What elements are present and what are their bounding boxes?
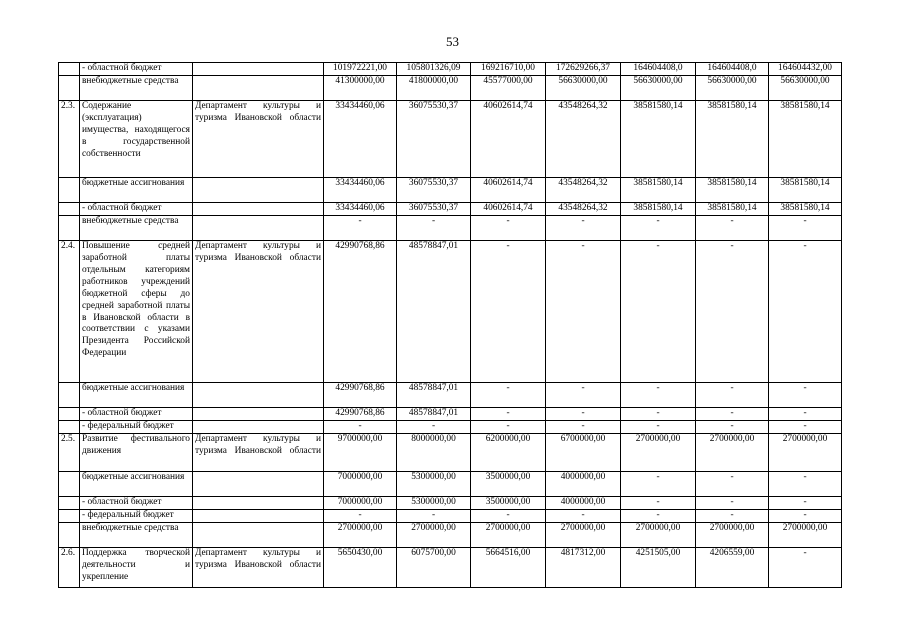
- row-name-cell: внебюджетные средства: [80, 215, 193, 240]
- value-cell-7: -: [769, 496, 842, 509]
- value-cell-3: 169216710,00: [471, 63, 546, 76]
- value-cell-6: 38581580,14: [696, 177, 769, 202]
- row-index-cell: [59, 215, 80, 240]
- value-cell-7: -: [769, 382, 842, 407]
- row-executor-cell: [193, 407, 324, 420]
- row-executor-cell: [193, 202, 324, 215]
- row-executor-cell: [193, 496, 324, 509]
- table-row: [59, 407, 842, 420]
- value-cell-6: 2700000,00: [696, 522, 769, 547]
- value-cell-2: 2700000,00: [397, 522, 471, 547]
- row-name-cell: бюджетные ассигнования: [80, 382, 193, 407]
- table-row: [59, 202, 842, 215]
- value-cell-7: 2700000,00: [769, 522, 842, 547]
- value-cell-6: -: [696, 215, 769, 240]
- value-cell-6: 56630000,00: [696, 75, 769, 100]
- row-executor-cell: [193, 75, 324, 100]
- row-name-cell: бюджетные ассигнования: [80, 471, 193, 496]
- row-name-cell: - областной бюджет: [80, 407, 193, 420]
- row-name-cell: Поддержка творческой деятельности и укрепление: [80, 547, 193, 587]
- value-cell-1: 7000000,00: [324, 471, 397, 496]
- value-cell-7: 56630000,00: [769, 75, 842, 100]
- value-cell-1: 2700000,00: [324, 522, 397, 547]
- table-row: [59, 177, 842, 202]
- value-cell-6: -: [696, 509, 769, 522]
- value-cell-6: 38581580,14: [696, 100, 769, 177]
- value-cell-5: -: [621, 240, 696, 382]
- table-row: [59, 471, 842, 496]
- value-cell-1: 101972221,00: [324, 63, 397, 76]
- value-cell-1: 5650430,00: [324, 547, 397, 587]
- row-name-cell: Повышение средней заработной платы отдельным категориям работников учреждений бюджетной сферы до средней заработной платы в Ивановской области в соответствии с указами Президента Российской Федерации: [80, 240, 193, 382]
- value-cell-4: 6700000,00: [546, 433, 621, 471]
- value-cell-6: -: [696, 407, 769, 420]
- value-cell-4: 56630000,00: [546, 75, 621, 100]
- value-cell-5: -: [621, 509, 696, 522]
- value-cell-4: 172629266,37: [546, 63, 621, 76]
- value-cell-3: 6200000,00: [471, 433, 546, 471]
- value-cell-5: 2700000,00: [621, 522, 696, 547]
- value-cell-5: 4251505,00: [621, 547, 696, 587]
- row-name-cell: - областной бюджет: [80, 202, 193, 215]
- value-cell-7: 38581580,14: [769, 100, 842, 177]
- value-cell-5: -: [621, 471, 696, 496]
- table-row: [59, 215, 842, 240]
- value-cell-7: -: [769, 509, 842, 522]
- value-cell-4: 43548264,32: [546, 100, 621, 177]
- value-cell-6: -: [696, 496, 769, 509]
- value-cell-7: 164604432,00: [769, 63, 842, 76]
- row-name-cell: - областной бюджет: [80, 496, 193, 509]
- value-cell-4: 4000000,00: [546, 471, 621, 496]
- value-cell-7: -: [769, 407, 842, 420]
- value-cell-2: 6075700,00: [397, 547, 471, 587]
- value-cell-7: 2700000,00: [769, 433, 842, 471]
- value-cell-4: 43548264,32: [546, 177, 621, 202]
- row-index-cell: [59, 202, 80, 215]
- page-number: 53: [446, 34, 459, 49]
- table-row: [59, 547, 842, 587]
- value-cell-3: 5664516,00: [471, 547, 546, 587]
- row-name-cell: Содержание (эксплуатация) имущества, находящегося в государственной собственности: [80, 100, 193, 177]
- value-cell-1: 9700000,00: [324, 433, 397, 471]
- row-name-cell: - федеральный бюджет: [80, 509, 193, 522]
- value-cell-2: 8000000,00: [397, 433, 471, 471]
- value-cell-6: -: [696, 240, 769, 382]
- value-cell-2: 41800000,00: [397, 75, 471, 100]
- value-cell-6: 4206559,00: [696, 547, 769, 587]
- value-cell-6: 2700000,00: [696, 433, 769, 471]
- value-cell-1: 42990768,86: [324, 407, 397, 420]
- value-cell-3: 45577000,00: [471, 75, 546, 100]
- table-row: [59, 382, 842, 407]
- value-cell-2: 36075530,37: [397, 202, 471, 215]
- value-cell-1: -: [324, 215, 397, 240]
- value-cell-3: 40602614,74: [471, 202, 546, 215]
- value-cell-1: 33434460,06: [324, 202, 397, 215]
- value-cell-5: 2700000,00: [621, 433, 696, 471]
- row-index-cell: 2.4.: [59, 240, 80, 382]
- row-name-cell: бюджетные ассигнования: [80, 177, 193, 202]
- row-name-cell: внебюджетные средства: [80, 522, 193, 547]
- row-index-cell: [59, 75, 80, 100]
- value-cell-1: 42990768,86: [324, 240, 397, 382]
- value-cell-2: 48578847,01: [397, 407, 471, 420]
- budget-table: [58, 62, 842, 588]
- value-cell-4: 4817312,00: [546, 547, 621, 587]
- value-cell-4: 4000000,00: [546, 496, 621, 509]
- value-cell-2: 5300000,00: [397, 471, 471, 496]
- value-cell-3: -: [471, 215, 546, 240]
- value-cell-3: 2700000,00: [471, 522, 546, 547]
- value-cell-5: 38581580,14: [621, 202, 696, 215]
- row-executor-cell: [193, 509, 324, 522]
- table-row: [59, 63, 842, 76]
- value-cell-5: -: [621, 407, 696, 420]
- value-cell-4: -: [546, 509, 621, 522]
- row-index-cell: [59, 509, 80, 522]
- row-index-cell: [59, 420, 80, 433]
- value-cell-5: 56630000,00: [621, 75, 696, 100]
- value-cell-4: -: [546, 240, 621, 382]
- row-name-cell: внебюджетные средства: [80, 75, 193, 100]
- row-index-cell: [59, 63, 80, 76]
- row-executor-cell: Департамент культуры и туризма Ивановской области: [193, 547, 324, 587]
- value-cell-5: -: [621, 382, 696, 407]
- value-cell-1: 33434460,06: [324, 100, 397, 177]
- value-cell-2: 36075530,37: [397, 177, 471, 202]
- value-cell-5: -: [621, 215, 696, 240]
- value-cell-6: -: [696, 420, 769, 433]
- value-cell-7: 38581580,14: [769, 202, 842, 215]
- row-index-cell: [59, 522, 80, 547]
- value-cell-7: -: [769, 215, 842, 240]
- value-cell-6: -: [696, 382, 769, 407]
- row-index-cell: 2.5.: [59, 433, 80, 471]
- row-index-cell: [59, 177, 80, 202]
- value-cell-6: -: [696, 471, 769, 496]
- value-cell-7: -: [769, 471, 842, 496]
- value-cell-4: 43548264,32: [546, 202, 621, 215]
- table-row: [59, 522, 842, 547]
- value-cell-2: 48578847,01: [397, 240, 471, 382]
- value-cell-5: 38581580,14: [621, 177, 696, 202]
- value-cell-1: 42990768,86: [324, 382, 397, 407]
- value-cell-3: -: [471, 382, 546, 407]
- row-executor-cell: [193, 522, 324, 547]
- value-cell-6: 38581580,14: [696, 202, 769, 215]
- value-cell-4: -: [546, 420, 621, 433]
- value-cell-2: 48578847,01: [397, 382, 471, 407]
- value-cell-7: -: [769, 547, 842, 587]
- row-name-cell: - федеральный бюджет: [80, 420, 193, 433]
- row-executor-cell: [193, 63, 324, 76]
- table-row: [59, 240, 842, 382]
- table-row: [59, 509, 842, 522]
- row-executor-cell: [193, 420, 324, 433]
- row-executor-cell: [193, 215, 324, 240]
- value-cell-7: 38581580,14: [769, 177, 842, 202]
- row-executor-cell: [193, 471, 324, 496]
- value-cell-1: 33434460,06: [324, 177, 397, 202]
- value-cell-5: -: [621, 420, 696, 433]
- value-cell-3: 3500000,00: [471, 496, 546, 509]
- row-index-cell: [59, 407, 80, 420]
- row-executor-cell: Департамент культуры и туризма Ивановской области: [193, 240, 324, 382]
- value-cell-4: 2700000,00: [546, 522, 621, 547]
- value-cell-1: -: [324, 420, 397, 433]
- value-cell-3: 40602614,74: [471, 100, 546, 177]
- table-row: [59, 100, 842, 177]
- row-index-cell: [59, 496, 80, 509]
- table-row: [59, 75, 842, 100]
- table-row: [59, 433, 842, 471]
- value-cell-1: -: [324, 509, 397, 522]
- value-cell-2: -: [397, 420, 471, 433]
- value-cell-7: -: [769, 420, 842, 433]
- value-cell-3: -: [471, 240, 546, 382]
- value-cell-6: 164604408,0: [696, 63, 769, 76]
- value-cell-2: 5300000,00: [397, 496, 471, 509]
- row-executor-cell: [193, 177, 324, 202]
- row-index-cell: [59, 471, 80, 496]
- value-cell-1: 7000000,00: [324, 496, 397, 509]
- value-cell-4: -: [546, 382, 621, 407]
- value-cell-3: -: [471, 420, 546, 433]
- value-cell-2: 105801326,09: [397, 63, 471, 76]
- value-cell-7: -: [769, 240, 842, 382]
- table-row: [59, 420, 842, 433]
- row-executor-cell: Департамент культуры и туризма Ивановской области: [193, 433, 324, 471]
- value-cell-1: 41300000,00: [324, 75, 397, 100]
- row-index-cell: [59, 382, 80, 407]
- row-name-cell: Развитие фестивального движения: [80, 433, 193, 471]
- value-cell-3: -: [471, 407, 546, 420]
- value-cell-5: 164604408,0: [621, 63, 696, 76]
- value-cell-5: -: [621, 496, 696, 509]
- value-cell-2: 36075530,37: [397, 100, 471, 177]
- row-index-cell: 2.6.: [59, 547, 80, 587]
- value-cell-4: -: [546, 215, 621, 240]
- value-cell-2: -: [397, 509, 471, 522]
- row-name-cell: - областной бюджет: [80, 63, 193, 76]
- value-cell-3: 3500000,00: [471, 471, 546, 496]
- value-cell-3: 40602614,74: [471, 177, 546, 202]
- value-cell-4: -: [546, 407, 621, 420]
- table-row: [59, 496, 842, 509]
- row-executor-cell: [193, 382, 324, 407]
- row-executor-cell: Департамент культуры и туризма Ивановской области: [193, 100, 324, 177]
- value-cell-3: -: [471, 509, 546, 522]
- row-index-cell: 2.3.: [59, 100, 80, 177]
- value-cell-5: 38581580,14: [621, 100, 696, 177]
- value-cell-2: -: [397, 215, 471, 240]
